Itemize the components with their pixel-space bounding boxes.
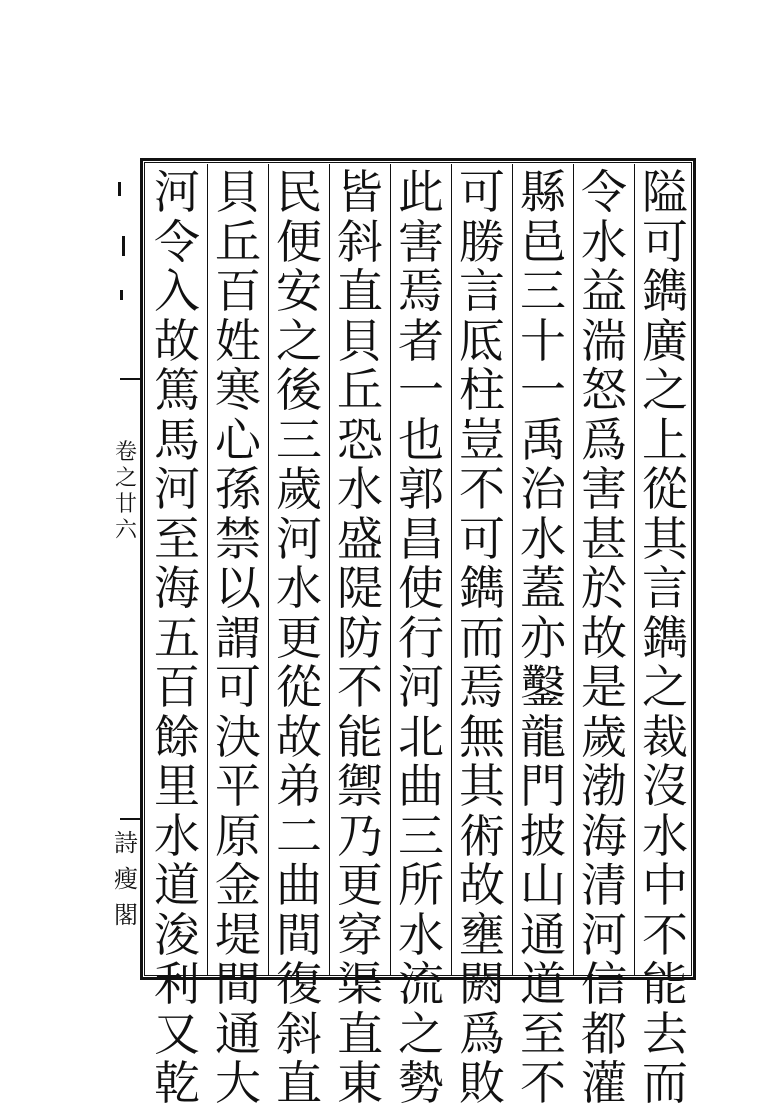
character: 術	[459, 808, 505, 863]
character: 丘	[337, 363, 383, 417]
character: 安	[276, 264, 322, 318]
character: 曲	[398, 759, 444, 813]
character: 復	[276, 957, 322, 1011]
character: 閼	[459, 957, 505, 1011]
character: 六	[114, 518, 137, 543]
character: 貝	[215, 165, 261, 219]
character: 更	[276, 610, 322, 665]
character: 曲	[276, 858, 322, 912]
character: 水	[337, 462, 383, 516]
character: 之	[642, 363, 688, 417]
text-column-7	[272, 165, 326, 1110]
character: 之	[276, 313, 322, 368]
character: 使	[398, 561, 444, 615]
character: 百	[154, 660, 200, 714]
character: 皆	[337, 165, 383, 219]
character: 二	[276, 808, 322, 863]
character: 縣	[520, 165, 566, 219]
character: 中	[642, 858, 688, 912]
character: 渠	[337, 957, 383, 1011]
character: 隄	[337, 561, 383, 615]
character: 北	[398, 709, 444, 764]
character: 龍	[520, 709, 566, 764]
character: 昌	[398, 511, 444, 566]
character: 一	[520, 363, 566, 417]
character: 可	[215, 660, 261, 714]
character: 水	[581, 214, 627, 269]
banxin-mark	[122, 236, 125, 256]
text-column-1	[638, 165, 692, 1110]
character: 亦	[520, 610, 566, 665]
character: 禹	[520, 412, 566, 467]
character: 之	[114, 466, 137, 491]
volume-label	[112, 440, 140, 544]
character: 都	[581, 1006, 627, 1061]
character: 又	[154, 1006, 200, 1061]
character: 盛	[337, 511, 383, 566]
character: 湍	[581, 313, 627, 368]
character: 通	[215, 1006, 261, 1061]
banxin-mark	[120, 290, 123, 300]
character: 其	[459, 759, 505, 813]
character: 於	[581, 561, 627, 615]
character: 蓋	[520, 561, 566, 615]
character: 裁	[642, 709, 688, 764]
character: 柱	[459, 363, 505, 417]
character: 行	[398, 610, 444, 665]
character: 信	[581, 957, 627, 1011]
studio-name	[112, 825, 140, 933]
character: 從	[642, 462, 688, 516]
character: 可	[642, 214, 688, 269]
character: 海	[154, 561, 200, 615]
character: 里	[154, 759, 200, 813]
character: 利	[154, 957, 200, 1011]
column-rule	[451, 164, 452, 976]
character: 便	[276, 214, 322, 269]
character: 去	[642, 1006, 688, 1061]
character: 防	[337, 610, 383, 665]
text-column-5	[394, 165, 448, 1110]
text-column-6	[333, 165, 387, 1110]
character: 廿	[114, 492, 137, 517]
column-rule	[207, 164, 208, 976]
character: 民	[276, 165, 322, 219]
character: 勝	[459, 214, 505, 269]
column-rule	[390, 164, 391, 976]
character: 謂	[215, 610, 261, 665]
character: 水	[520, 511, 566, 566]
character: 三	[398, 808, 444, 863]
character: 勢	[398, 1056, 444, 1110]
character: 故	[154, 313, 200, 368]
character: 渤	[581, 759, 627, 813]
character: 焉	[398, 264, 444, 318]
character: 卷	[114, 440, 137, 465]
character: 灌	[581, 1056, 627, 1110]
character: 直	[337, 264, 383, 318]
character: 歲	[276, 462, 322, 516]
character: 五	[154, 610, 200, 665]
column-rule	[512, 164, 513, 976]
character: 間	[215, 957, 261, 1011]
character: 廣	[642, 313, 688, 368]
character: 更	[337, 858, 383, 912]
character: 入	[154, 264, 200, 318]
character: 河	[276, 511, 322, 566]
character: 害	[581, 462, 627, 516]
character: 所	[398, 858, 444, 912]
character: 河	[154, 165, 200, 219]
character: 丘	[215, 214, 261, 269]
character: 乾	[154, 1056, 200, 1110]
column-rule	[329, 164, 330, 976]
character: 河	[581, 907, 627, 962]
character: 故	[459, 858, 505, 912]
character: 直	[276, 1056, 322, 1110]
character: 甚	[581, 511, 627, 566]
character: 堤	[215, 907, 261, 962]
character: 河	[154, 462, 200, 516]
banxin-mark	[118, 182, 121, 196]
column-rule	[573, 164, 574, 976]
character: 決	[215, 709, 261, 764]
text-column-3	[516, 165, 570, 1110]
character: 不	[459, 462, 505, 516]
character: 怒	[581, 363, 627, 417]
character: 能	[642, 957, 688, 1011]
character: 詩	[114, 829, 138, 857]
character: 者	[398, 313, 444, 368]
character: 山	[520, 858, 566, 912]
character: 餘	[154, 709, 200, 764]
character: 治	[520, 462, 566, 516]
text-column-2	[577, 165, 631, 1110]
character: 之	[398, 1006, 444, 1061]
text-column-4	[455, 165, 509, 1110]
character: 禦	[337, 759, 383, 813]
character: 直	[337, 1006, 383, 1061]
character: 敗	[459, 1056, 505, 1110]
character: 沒	[642, 759, 688, 813]
character: 心	[215, 412, 261, 467]
character: 至	[154, 511, 200, 566]
character: 厎	[459, 313, 505, 368]
character: 爲	[581, 412, 627, 467]
column-rule	[268, 164, 269, 976]
character: 馬	[154, 412, 200, 467]
character: 能	[337, 709, 383, 764]
character: 篤	[154, 363, 200, 417]
character: 寒	[215, 363, 261, 417]
character: 通	[520, 907, 566, 962]
character: 郭	[398, 462, 444, 516]
character: 河	[398, 660, 444, 714]
character: 東	[337, 1056, 383, 1110]
character: 其	[642, 511, 688, 566]
character: 金	[215, 858, 261, 912]
character: 故	[276, 709, 322, 764]
character: 斜	[276, 1006, 322, 1061]
character: 從	[276, 660, 322, 714]
character: 水	[154, 808, 200, 863]
character: 後	[276, 363, 322, 417]
character: 水	[276, 561, 322, 615]
character: 不	[520, 1056, 566, 1110]
character: 焉	[459, 660, 505, 714]
character: 至	[520, 1006, 566, 1061]
character: 閣	[114, 901, 138, 929]
character: 鐫	[642, 610, 688, 665]
character: 貝	[337, 313, 383, 368]
character: 浚	[154, 907, 200, 962]
character: 三	[276, 412, 322, 467]
character: 三	[520, 264, 566, 318]
character: 不	[642, 907, 688, 962]
character: 穿	[337, 907, 383, 962]
character: 禁	[215, 511, 261, 566]
character: 鑿	[520, 660, 566, 714]
character: 害	[398, 214, 444, 269]
character: 瘦	[114, 865, 138, 893]
character: 以	[215, 561, 261, 615]
character: 姓	[215, 313, 261, 368]
character: 恐	[337, 412, 383, 467]
character: 豈	[459, 412, 505, 467]
character: 壅	[459, 907, 505, 962]
character: 孫	[215, 462, 261, 516]
character: 水	[642, 808, 688, 863]
character: 間	[276, 907, 322, 962]
column-rule	[634, 164, 635, 976]
character: 令	[581, 165, 627, 219]
character: 而	[459, 610, 505, 665]
character: 流	[398, 957, 444, 1011]
character: 此	[398, 165, 444, 219]
character: 之	[642, 660, 688, 714]
character: 邑	[520, 214, 566, 269]
character: 道	[520, 957, 566, 1011]
character: 益	[581, 264, 627, 318]
character: 十	[520, 313, 566, 368]
character: 可	[459, 511, 505, 566]
character: 斜	[337, 214, 383, 269]
character: 弟	[276, 759, 322, 813]
character: 百	[215, 264, 261, 318]
character: 鐫	[459, 561, 505, 615]
character: 隘	[642, 165, 688, 219]
character: 不	[337, 660, 383, 714]
text-column-9	[150, 165, 204, 1110]
character: 上	[642, 412, 688, 467]
character: 乃	[337, 808, 383, 863]
character: 言	[459, 264, 505, 318]
character: 可	[459, 165, 505, 219]
fishtail-line	[120, 818, 140, 820]
character: 清	[581, 858, 627, 912]
character: 無	[459, 709, 505, 764]
character: 而	[642, 1056, 688, 1110]
character: 故	[581, 610, 627, 665]
character: 爲	[459, 1006, 505, 1061]
character: 歲	[581, 709, 627, 764]
character: 道	[154, 858, 200, 912]
fishtail-line	[120, 378, 140, 380]
character: 平	[215, 759, 261, 813]
character: 是	[581, 660, 627, 714]
character: 海	[581, 808, 627, 863]
character: 言	[642, 561, 688, 615]
character: 一	[398, 363, 444, 417]
character: 令	[154, 214, 200, 269]
text-column-8	[211, 165, 265, 1110]
character: 門	[520, 759, 566, 813]
character: 大	[215, 1056, 261, 1110]
character: 鐫	[642, 264, 688, 318]
character: 也	[398, 412, 444, 467]
character: 披	[520, 808, 566, 863]
character: 原	[215, 808, 261, 863]
character: 水	[398, 907, 444, 962]
